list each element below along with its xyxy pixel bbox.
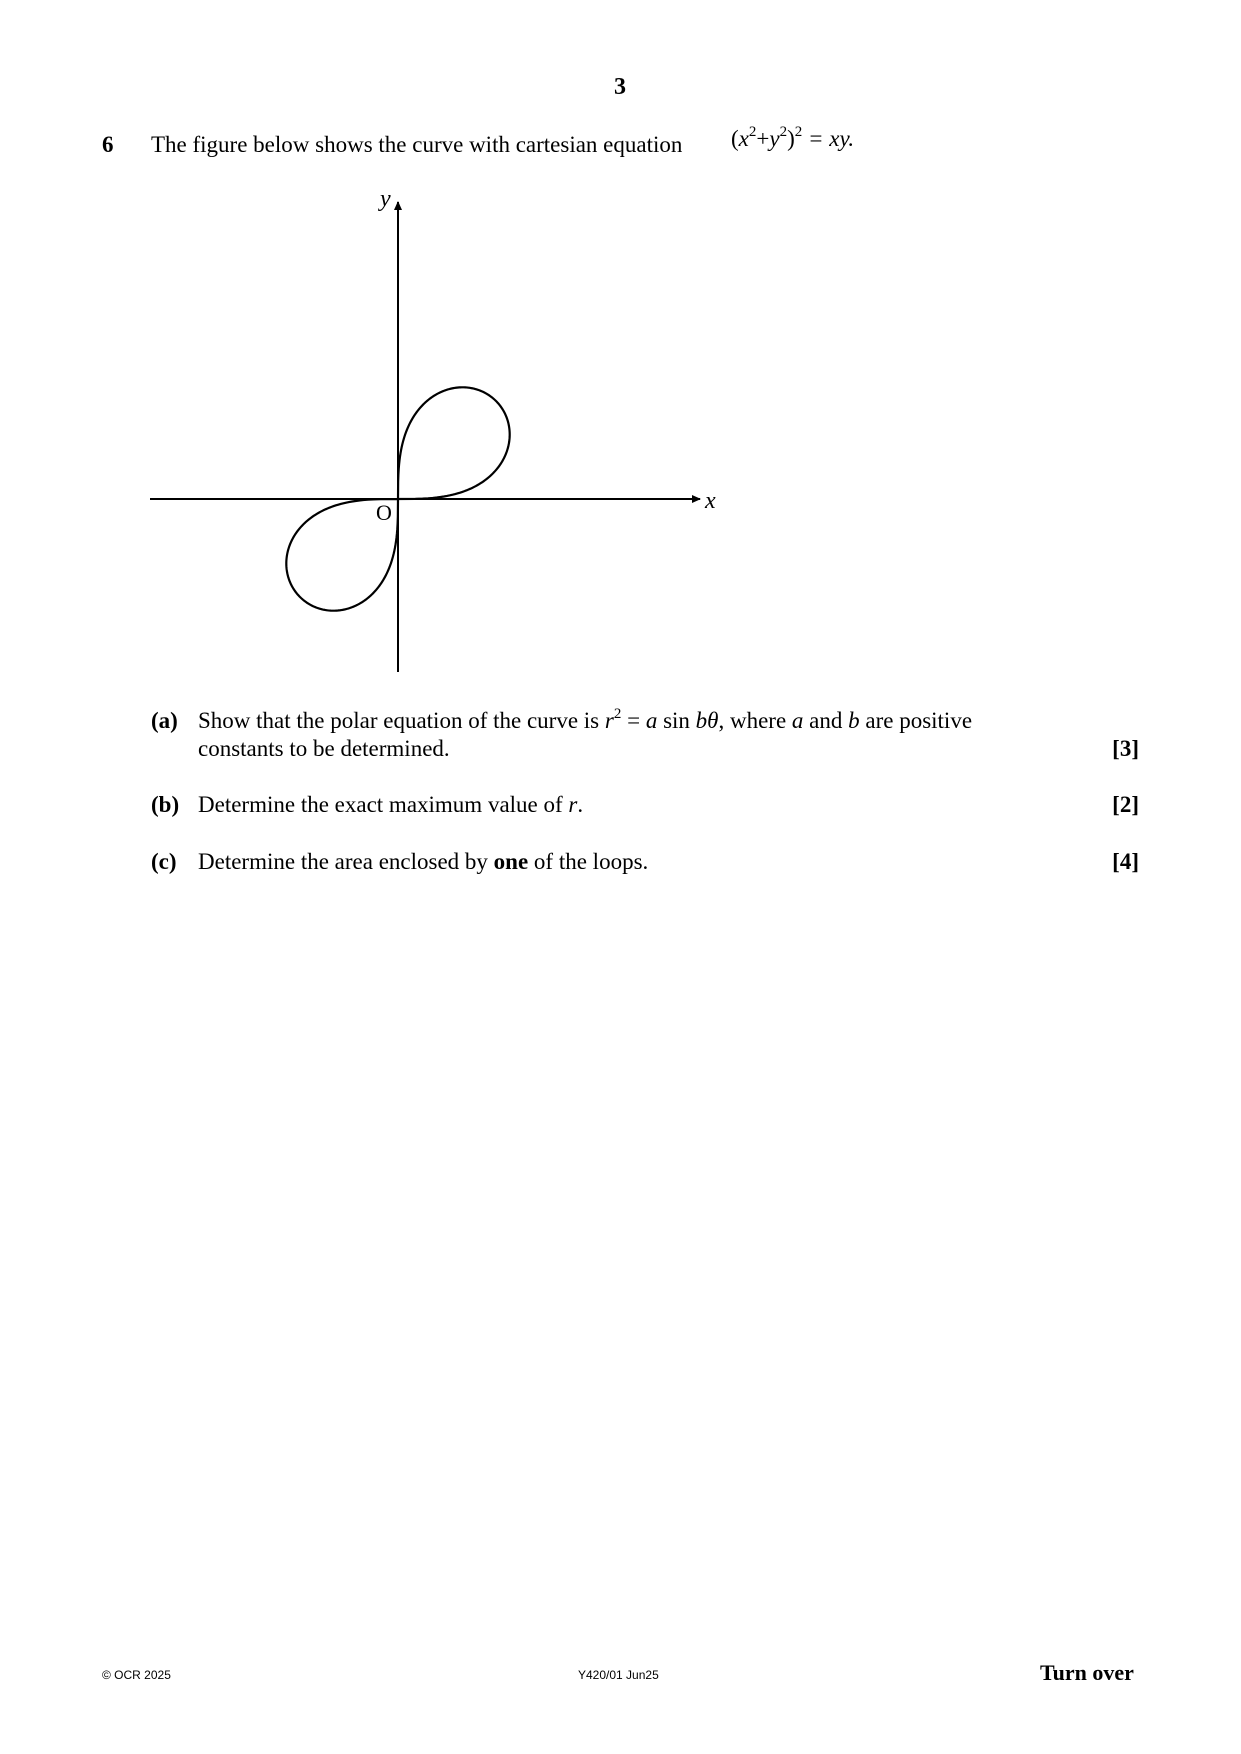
part-a-text-line2: constants to be determined. [198,736,450,761]
part-c-text: Determine the area enclosed by one of the loops. [198,849,649,874]
part-a-marks: [3] [1112,736,1139,761]
part-a-text: Show that the polar equation of the curve is $r^2 = a$ sin bθ, where a and b are positive [198,706,973,733]
y-axis-label: y [380,186,391,212]
part-a-label: (a) [151,708,178,733]
origin-label: O [376,500,392,525]
part-c-marks: [4] [1112,849,1139,874]
part-b-label: (b) [151,792,180,817]
part-b-text: Determine the exact maximum value of r. [198,792,584,817]
page-number: 3 [614,74,626,100]
footer-turn-over: Turn over [1040,1660,1134,1685]
part-b-marks: [2] [1112,792,1139,817]
part-c-label: (c) [151,849,177,874]
footer-paper-code: Y420/01 Jun25 [578,1668,659,1682]
x-axis-label: x [705,488,716,514]
question-intro: The figure below shows the curve with cartesian equation [151,132,683,157]
lemniscate-figure [140,180,720,680]
footer-copyright: © OCR 2025 [102,1668,171,1682]
cartesian-equation: $(x^2+y^2)^2$ = xy. [731,124,855,151]
question-number: 6 [102,132,114,157]
